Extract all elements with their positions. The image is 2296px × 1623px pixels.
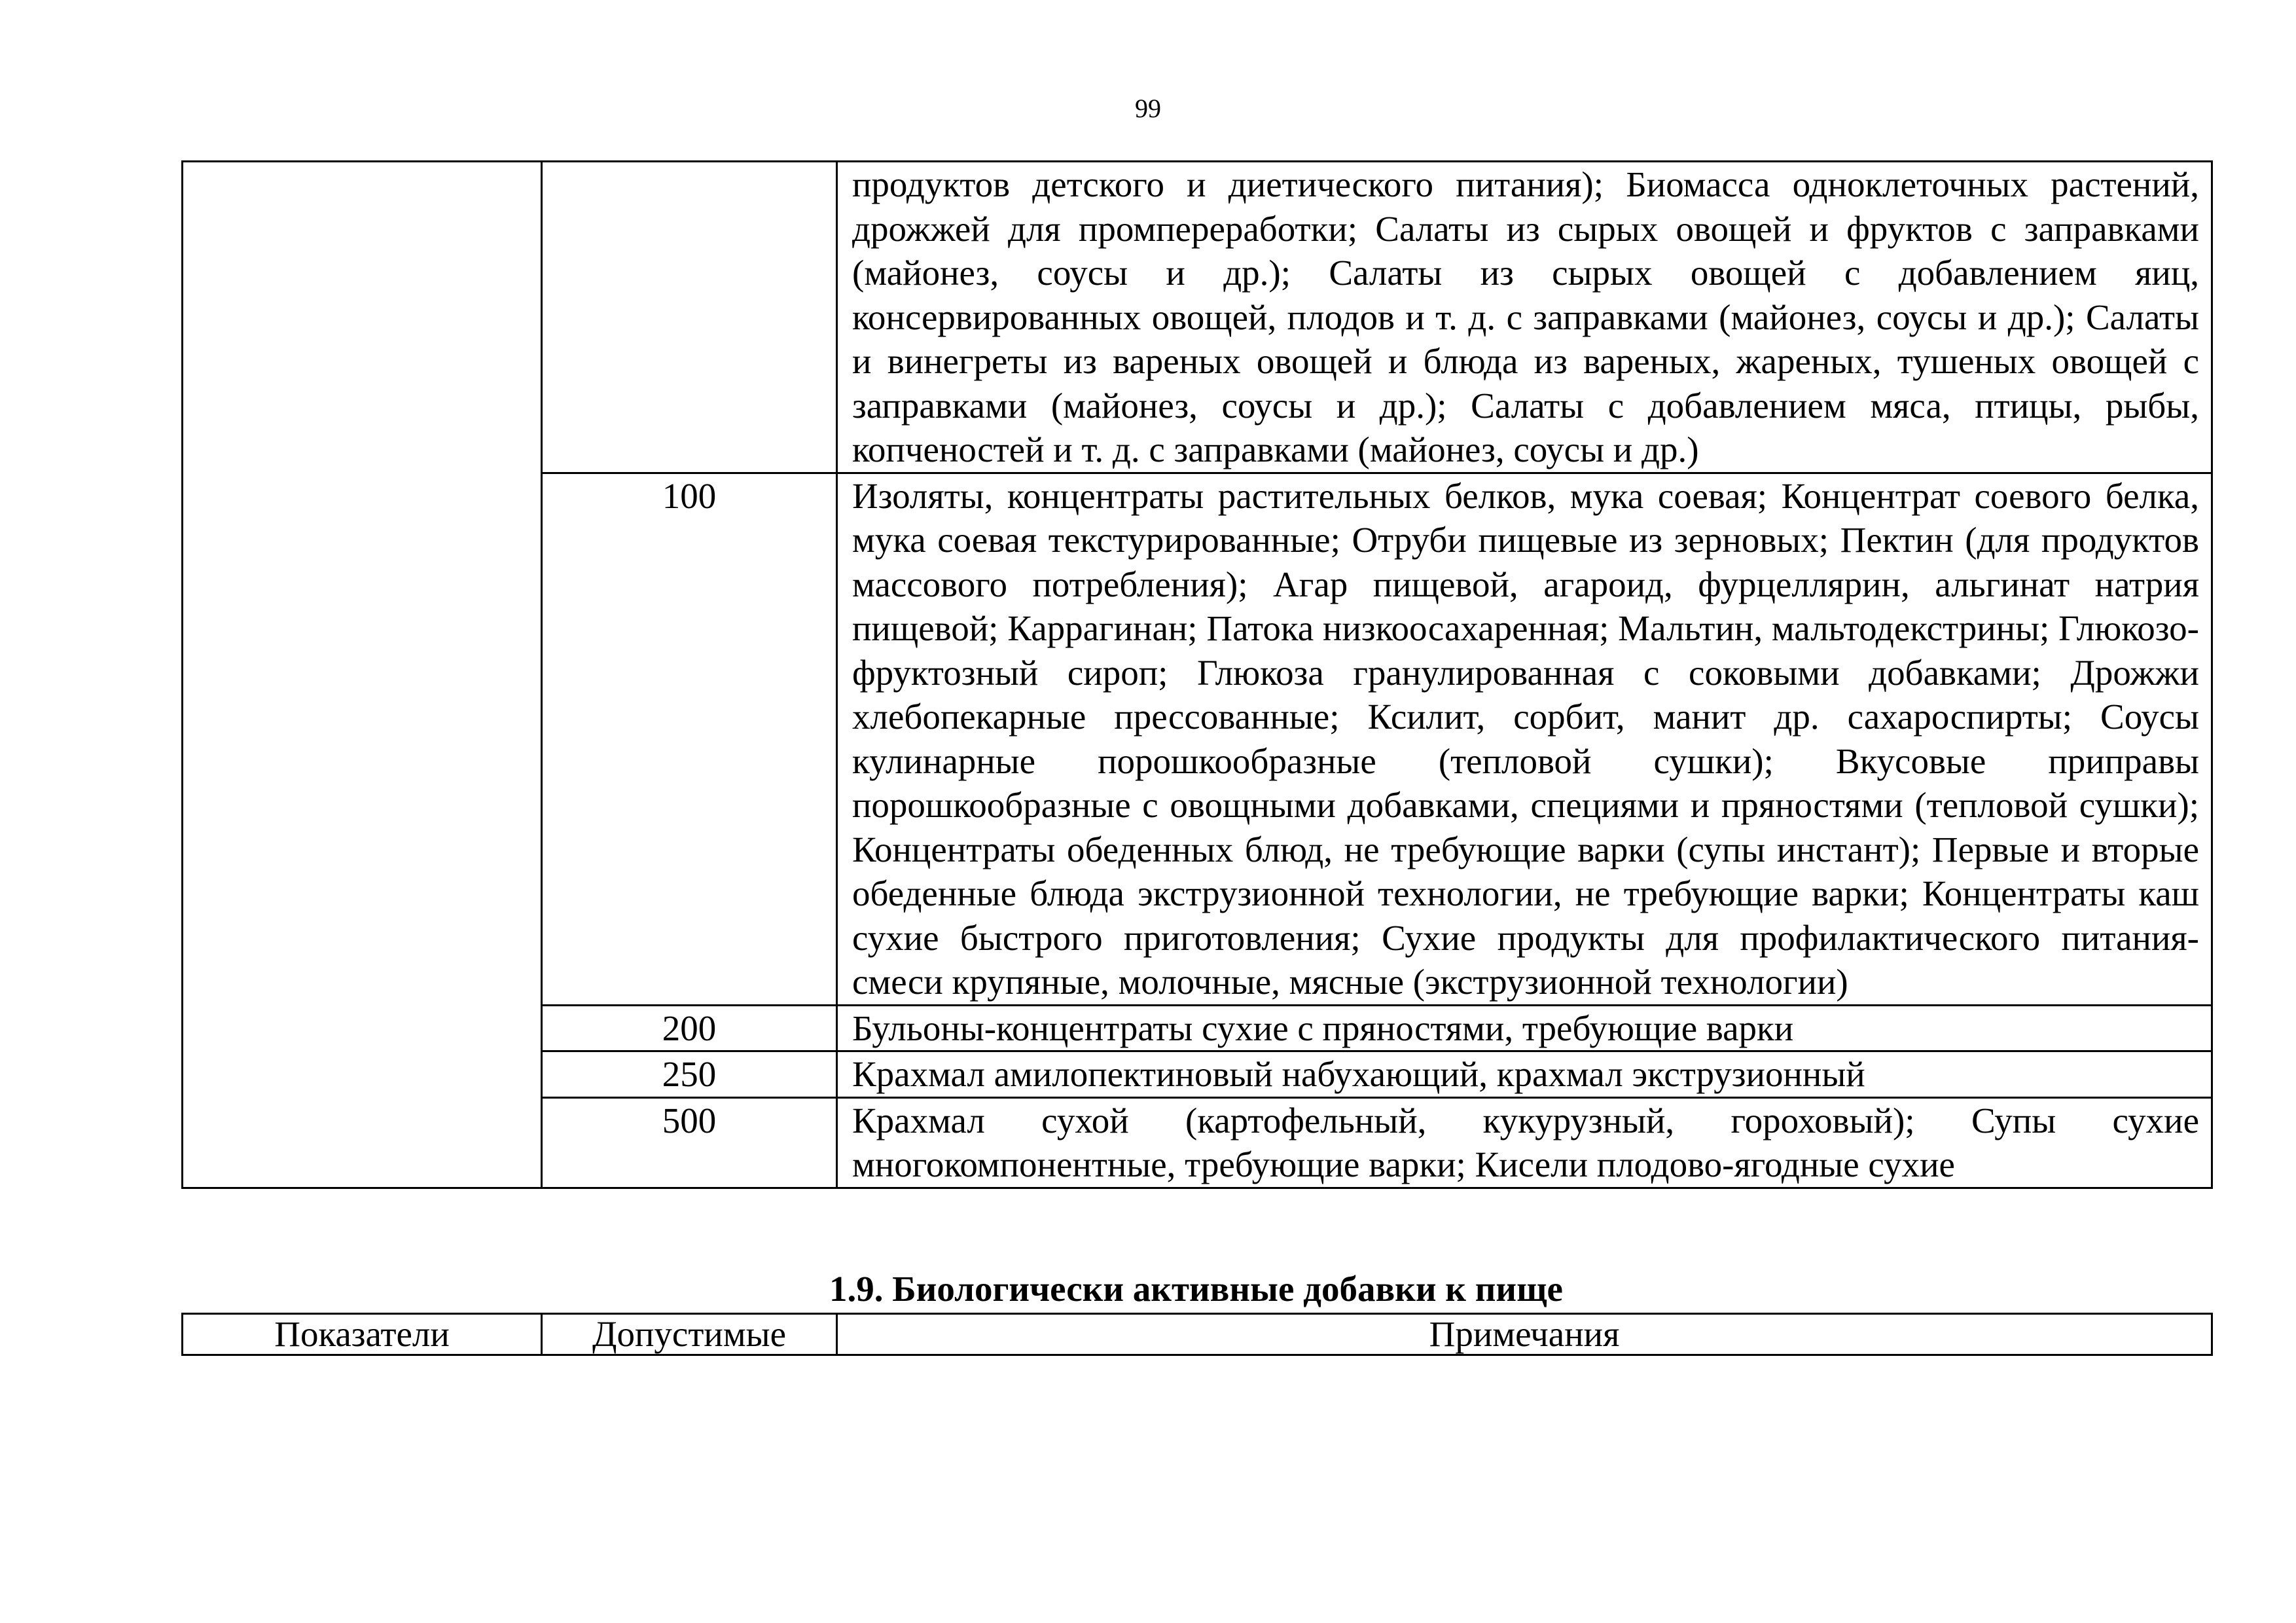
permissible-level-cell: 500 bbox=[542, 1097, 837, 1188]
table-header-row bbox=[183, 1314, 2212, 1355]
notes-cell: Бульоны-концентраты сухие с пряностями, требующие варки bbox=[837, 1005, 2212, 1051]
notes-cell: Крахмал амилопектиновый набухающий, крахмал экструзионный bbox=[837, 1051, 2212, 1098]
column-header-permissible: Допустимые bbox=[542, 1314, 837, 1355]
permissible-level-cell bbox=[542, 162, 837, 473]
notes-cell: Изоляты, концентраты растительных белков, мука соевая; Концентрат соевого белка, мука соевая текстурированные; Отруби пищевые из зерновых; Пектин (для продуктов массового потребления); Агар пищевой, агароид, фурцеллярин, альгинат натрия пищевой; Каррагинан; Патока низкоосахаренная; Мальтин, мальтодекстрины; Глюкозо-фруктозный сироп; Глюкоза гранулированная с соковыми добавками; Дрожжи хлебопекарные прессованные; Ксилит, сорбит, манит др. сахароспирты; Соусы кулинарные порошкообразные (тепловой сушки); Вкусовые приправы порошкообразные с овощными добавками, специями и пряностями (тепловой сушки); Концентраты обеденных блюд, не требующие варки (супы инстант); Первые и вторые обеденные блюда экструзионной технологии, не требующие варки; Концентраты каш сухие быстрого приготовления; Сухие продукты для профилактического питания- смеси крупяные, молочные, мясные (экструзионной технологии) bbox=[837, 473, 2212, 1005]
permissible-level-cell: 100 bbox=[542, 473, 837, 1005]
indicator-cell bbox=[183, 162, 542, 1188]
header-table bbox=[181, 1313, 2213, 1356]
section-title: 1.9. Биологически активные добавки к пище bbox=[829, 1269, 1563, 1309]
continuation-table bbox=[181, 160, 2213, 1189]
notes-cell: Крахмал сухой (картофельный, кукурузный, гороховый); Супы сухие многокомпонентные, требующие варки; Кисели плодово-ягодные сухие bbox=[837, 1097, 2212, 1188]
table-row bbox=[183, 162, 2212, 473]
notes-cell: продуктов детского и диетического питания); Биомасса одноклеточных растений, дрожжей для промпереработки; Салаты из сырых овощей и фруктов с заправками (майонез, соусы и др.); Салаты из сырых овощей с добавлением яиц, консервированных овощей, плодов и т. д. с заправками (майонез, соусы и др.); Салаты и винегреты из вареных овощей и блюда из вареных, жареных, тушеных овощей с заправками (майонез, соусы и др.); Салаты с добавлением мяса, птицы, рыбы, копченостей и т. д. с заправками (майонез, соусы и др.) bbox=[837, 162, 2212, 473]
page-number: 99 bbox=[1135, 94, 1161, 123]
permissible-level-cell: 200 bbox=[542, 1005, 837, 1051]
column-header-notes: Примечания bbox=[837, 1314, 2212, 1355]
column-header-indicators: Показатели bbox=[183, 1314, 542, 1355]
permissible-level-cell: 250 bbox=[542, 1051, 837, 1098]
